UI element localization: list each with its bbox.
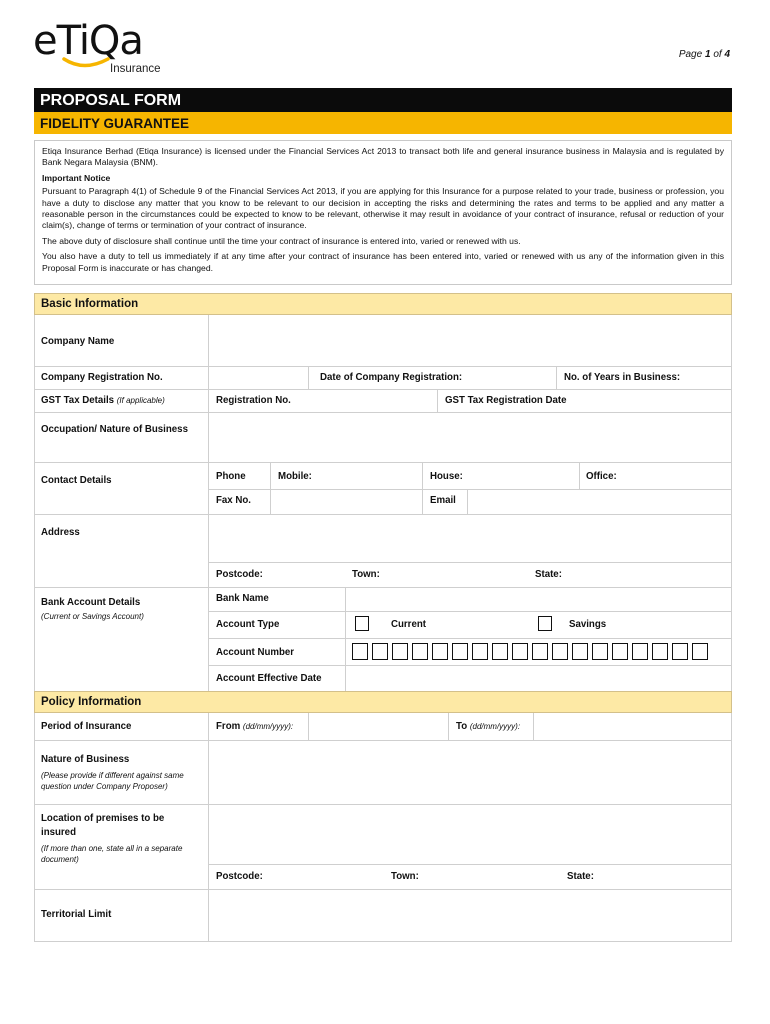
phone-label: Phone [216, 471, 246, 482]
account-number-digit-box[interactable] [672, 643, 688, 660]
account-number-digit-box[interactable] [412, 643, 428, 660]
company-reg-no-label: Company Registration No. [41, 372, 163, 383]
company-name-field[interactable] [210, 318, 730, 364]
nature-note: (Please provide if different against same question under Company Proposer) [41, 771, 184, 791]
form-subtitle: FIDELITY GUARANTEE [34, 112, 732, 134]
account-number-digit-box[interactable] [512, 643, 528, 660]
period-to-field[interactable] [535, 715, 729, 738]
location-state-label: State: [567, 871, 594, 882]
period-label: Period of Insurance [41, 721, 132, 732]
location-town-label: Town: [391, 871, 419, 882]
policy-info-heading: Policy Information [34, 691, 732, 713]
office-label: Office: [586, 471, 617, 482]
account-type-label: Account Type [216, 619, 280, 630]
current-checkbox[interactable] [355, 616, 369, 631]
basic-info-heading: Basic Information [34, 293, 732, 315]
account-number-digit-box[interactable] [592, 643, 608, 660]
account-number-digit-box[interactable] [612, 643, 628, 660]
notice-para1: Pursuant to Paragraph 4(1) of Schedule 9 of the Financial Services Act 2013, if you are applying for this Insurance for a purpose related to your trade, business or profession, you have a duty to disclose any matter that you know to be relevant to our decision in accepting the risks and determining the rates and terms to be applied and any matter a reasonable person in the circumstances could be expected to know to be relevant, otherwise it may result in avoidance of your contract of insurance, refusal or reduction of your claim(s), change of terms or termination of your contract of insurance. [42, 186, 724, 231]
notice-para2: The above duty of disclosure shall continue until the time your contract of insurance is entered into, varied or renewed with us. [42, 235, 521, 246]
page-number: Page 1 of 4 [678, 49, 730, 60]
location-postcode-label: Postcode: [216, 871, 263, 882]
account-number-digit-box[interactable] [432, 643, 448, 660]
account-number-digit-box[interactable] [352, 643, 368, 660]
registration-no-label: Registration No. [216, 395, 291, 406]
mobile-label: Mobile: [278, 471, 312, 482]
etiqa-logo: eTiQa [33, 18, 143, 64]
bank-name-label: Bank Name [216, 593, 269, 604]
account-number-digit-box[interactable] [452, 643, 468, 660]
account-number-digit-box[interactable] [692, 643, 708, 660]
account-number-digit-box[interactable] [572, 643, 588, 660]
company-name-label: Company Name [41, 336, 115, 347]
notice-heading: Important Notice [42, 172, 111, 183]
account-number-digit-box[interactable] [532, 643, 548, 660]
contact-details-label: Contact Details [41, 475, 112, 486]
address-state-label: State: [535, 569, 562, 580]
gst-details-label: GST Tax Details (If applicable) [41, 395, 165, 406]
location-label: Location of premises to be insured [41, 813, 165, 838]
period-from-label: From (dd/mm/yyyy): [216, 721, 294, 732]
account-number-digit-box[interactable] [372, 643, 388, 660]
location-note: (If more than one, state all in a separate document) [41, 844, 183, 864]
nature-label: Nature of Business [41, 754, 130, 765]
date-of-reg-label: Date of Company Registration: [320, 372, 463, 383]
address-postcode-label: Postcode: [216, 569, 263, 580]
account-number-digit-box[interactable] [552, 643, 568, 660]
logo-subtitle: Insurance [110, 63, 161, 75]
nature-field[interactable] [210, 742, 730, 802]
account-number-label: Account Number [216, 647, 295, 658]
address-label: Address [41, 527, 80, 538]
fax-label: Fax No. [216, 495, 251, 506]
email-label: Email [430, 495, 456, 506]
savings-label: Savings [569, 619, 607, 630]
gst-reg-date-label: GST Tax Registration Date [445, 395, 567, 406]
logo-swoosh-icon [62, 56, 110, 72]
bank-details-label: Bank Account Details [41, 597, 141, 608]
location-field[interactable] [210, 806, 730, 862]
notice-box [34, 140, 732, 285]
account-number-digit-box[interactable] [492, 643, 508, 660]
address-town-label: Town: [352, 569, 380, 580]
account-number-digit-box[interactable] [392, 643, 408, 660]
account-number-digit-box[interactable] [472, 643, 488, 660]
house-label: House: [430, 471, 463, 482]
account-number-digit-box[interactable] [632, 643, 648, 660]
notice-para3: You also have a duty to tell us immediately if at any time after your contract of insurance has been entered into, varied or renewed with us any of the information given in this Proposal Form is inaccurate or has changed. [42, 251, 724, 273]
territorial-label: Territorial Limit [41, 909, 112, 920]
form-title: PROPOSAL FORM [34, 88, 732, 112]
period-to-label: To (dd/mm/yyyy): [456, 721, 521, 732]
account-effective-date-label: Account Effective Date [216, 673, 322, 684]
notice-intro: Etiqa Insurance Berhad (Etiqa Insurance) is licensed under the Financial Services Act 2013 to transact both life and general insurance business in Malaysia and is regulated by Bank Negara Malaysia (BNM). [42, 146, 724, 168]
territorial-field[interactable] [210, 891, 730, 939]
occupation-label: Occupation/ Nature of Business [41, 424, 188, 435]
years-in-business-label: No. of Years in Business: [564, 372, 681, 383]
current-label: Current [391, 619, 426, 630]
savings-checkbox[interactable] [538, 616, 552, 631]
bank-details-note: (Current or Savings Account) [41, 612, 144, 621]
account-number-digit-box[interactable] [652, 643, 668, 660]
period-from-field[interactable] [310, 715, 446, 738]
